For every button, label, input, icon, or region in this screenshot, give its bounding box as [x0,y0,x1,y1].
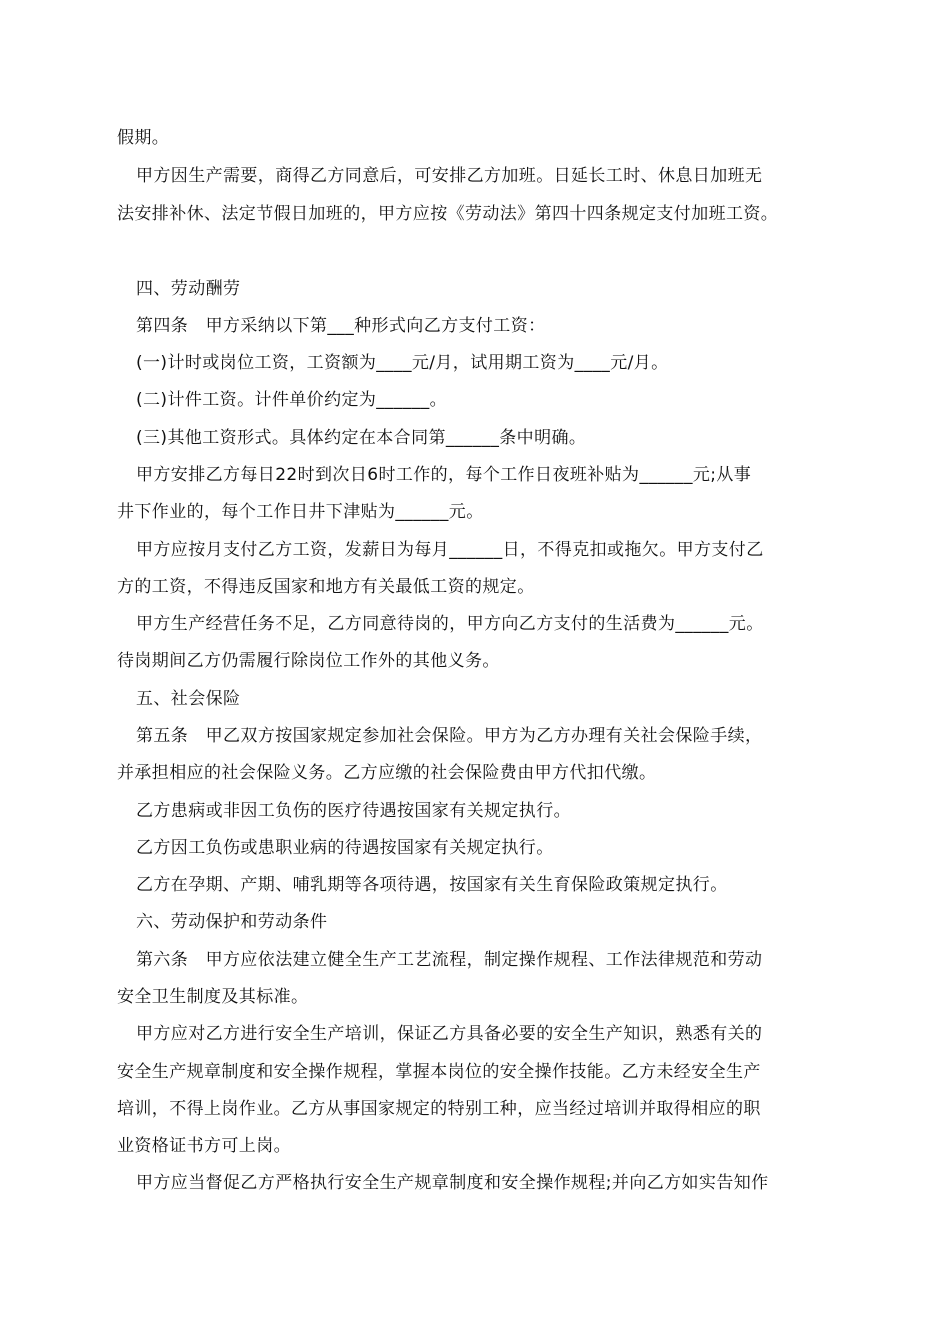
text-line: 甲方应当督促乙方严格执行安全生产规章制度和安全操作规程;并向乙方如实告知作 [136,1173,769,1193]
text-line: 乙方因工负伤或患职业病的待遇按国家有关规定执行。 [136,838,554,858]
text-line: 待岗期间乙方仍需履行除岗位工作外的其他义务。 [117,651,500,671]
text-line: (一)计时或岗位工资，工资额为____元/月，试用期工资为____元/月。 [136,353,669,373]
section-heading: 四、劳动酬劳 [136,279,241,299]
text-line: 安全生产规章制度和安全操作规程，掌握本岗位的安全操作技能。乙方未经安全生产 [117,1062,761,1082]
text-line: 并承担相应的社会保险义务。乙方应缴的社会保险费由甲方代扣代缴。 [117,763,657,783]
text-line: 假期。 [117,128,170,148]
text-line: 甲方因生产需要，商得乙方同意后，可安排乙方加班。日延长工时、休息日加班无 [136,166,763,186]
text-line: 甲方安排乙方每日22时到次日6时工作的，每个工作日夜班补贴为______元;从事 [136,465,752,485]
text-line: 井下作业的，每个工作日井下津贴为______元。 [117,502,484,522]
text-line: 第五条 甲乙双方按国家规定参加社会保险。甲方为乙方办理有关社会保险手续， [136,726,763,746]
text-line: 培训，不得上岗作业。乙方从事国家规定的特别工种，应当经过培训并取得相应的职 [117,1099,761,1119]
text-line: 乙方患病或非因工负伤的医疗待遇按国家有关规定执行。 [136,801,571,821]
text-line: 第四条 甲方采纳以下第___种形式向乙方支付工资： [136,316,546,336]
text-line: 甲方应对乙方进行安全生产培训，保证乙方具备必要的安全生产知识，熟悉有关的 [136,1024,763,1044]
text-line: (三)其他工资形式。具体约定在本合同第______条中明确。 [136,428,587,448]
text-line: 法安排补休、法定节假日加班的，甲方应按《劳动法》第四十四条规定支付加班工资。 [117,204,779,224]
text-line: 甲方应按月支付乙方工资，发薪日为每月______日，不得克扣或拖欠。甲方支付乙 [136,540,764,560]
text-line: (二)计件工资。计件单价约定为______。 [136,390,448,410]
text-line: 乙方在孕期、产期、哺乳期等各项待遇，按国家有关生育保险政策规定执行。 [136,875,728,895]
text-line: 第六条 甲方应依法建立健全生产工艺流程，制定操作规程、工作法律规范和劳动 [136,950,763,970]
text-line: 业资格证书方可上岗。 [117,1136,291,1156]
text-line: 方的工资，不得违反国家和地方有关最低工资的规定。 [117,577,535,597]
text-line: 安全卫生制度及其标准。 [117,987,309,1007]
text-line: 甲方生产经营任务不足，乙方同意待岗的，甲方向乙方支付的生活费为______元。 [136,614,764,634]
section-heading: 五、社会保险 [136,689,241,709]
section-heading: 六、劳动保护和劳动条件 [136,912,328,932]
